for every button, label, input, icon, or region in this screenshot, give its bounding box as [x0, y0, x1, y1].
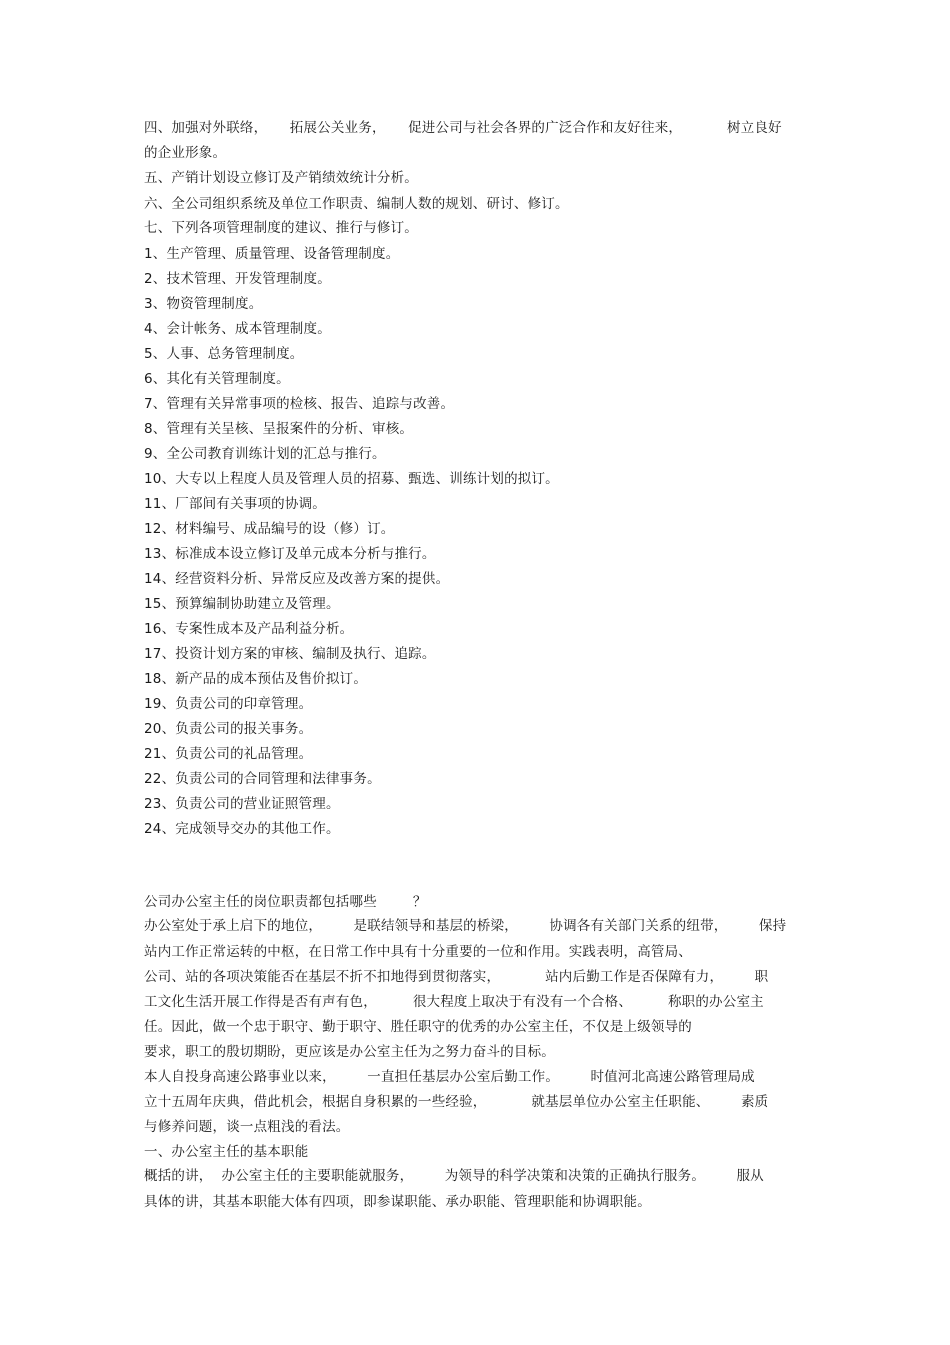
- list-item: 18、新产品的成本预估及售价拟订。: [144, 671, 368, 687]
- list-item: 8、管理有关呈核、呈报案件的分析、审核。: [144, 421, 414, 437]
- list-item: 19、负责公司的印章管理。: [144, 696, 313, 712]
- list-item: 6、其化有关管理制度。: [144, 371, 290, 387]
- list-item: 2、技术管理、开发管理制度。: [144, 271, 331, 287]
- list-item: 4、会计帐务、成本管理制度。: [144, 321, 331, 337]
- paragraph-line: 立十五周年庆典，借此机会，根据自身积累的一些经验， 就基层单位办公室主任职能、 素质: [144, 1094, 769, 1110]
- list-item: 15、预算编制协助建立及管理。: [144, 596, 340, 612]
- paragraph-line: 要求，职工的殷切期盼，更应该是办公室主任为之努力奋斗的目标。: [144, 1044, 555, 1060]
- paragraph-line: 本人自投身高速公路事业以来， 一直担任基层办公室后勤工作。 时值河北高速公路管理局成: [144, 1069, 755, 1085]
- list-item: 11、厂部间有关事项的协调。: [144, 496, 326, 512]
- section-heading: 公司办公室主任的岗位职责都包括哪些 ？: [144, 894, 427, 910]
- list-item: 9、全公司教育训练计划的汇总与推行。: [144, 446, 386, 462]
- paragraph-line: 工文化生活开展工作得是否有声有色， 很大程度上取决于有没有一个合格、 称职的办公室主: [144, 994, 764, 1010]
- list-item: 1、生产管理、质量管理、设备管理制度。: [144, 246, 400, 262]
- list-item: 14、经营资料分析、异常反应及改善方案的提供。: [144, 571, 450, 587]
- paragraph-line: 五、产销计划设立修订及产销绩效统计分析。: [144, 170, 418, 186]
- list-item: 22、负责公司的合同管理和法律事务。: [144, 771, 381, 787]
- list-item: 5、人事、总务管理制度。: [144, 346, 304, 362]
- paragraph-line: 七、下列各项管理制度的建议、推行与修订。: [144, 220, 418, 236]
- subheading: 一、办公室主任的基本职能: [144, 1144, 309, 1160]
- list-item: 21、负责公司的礼品管理。: [144, 746, 313, 762]
- paragraph-line: 具体的讲，其基本职能大体有四项，即参谋职能、承办职能、管理职能和协调职能。: [144, 1194, 651, 1210]
- list-item: 23、负责公司的营业证照管理。: [144, 796, 340, 812]
- list-item: 7、管理有关异常事项的检核、报告、追踪与改善。: [144, 396, 455, 412]
- paragraph-line: 任。因此，做一个忠于职守、勤于职守、胜任职守的优秀的办公室主任，不仅是上级领导的: [144, 1019, 692, 1035]
- list-item: 17、投资计划方案的审核、编制及执行、追踪。: [144, 646, 436, 662]
- paragraph-line: 公司、站的各项决策能否在基层不折不扣地得到贯彻落实， 站内后勤工作是否保障有力， 职: [144, 969, 769, 985]
- paragraph-line: 概括的讲， 办公室主任的主要职能就服务， 为领导的科学决策和决策的正确执行服务。 服从: [144, 1168, 764, 1184]
- paragraph-line: 的企业形象。: [144, 145, 227, 161]
- list-item: 13、标准成本设立修订及单元成本分析与推行。: [144, 546, 436, 562]
- paragraph-line: 六、全公司组织系统及单位工作职责、编制人数的规划、研讨、修订。: [144, 196, 569, 212]
- paragraph-line: 四、加强对外联络， 拓展公关业务， 促进公司与社会各界的广泛合作和友好往来， 树立良好: [144, 120, 782, 136]
- paragraph-line: 与修养问题，谈一点粗浅的看法。: [144, 1119, 350, 1135]
- list-item: 12、材料编号、成品编号的设（修）订。: [144, 521, 395, 537]
- list-item: 16、专案性成本及产品利益分析。: [144, 621, 354, 637]
- list-item: 24、完成领导交办的其他工作。: [144, 821, 340, 837]
- list-item: 10、大专以上程度人员及管理人员的招募、甄选、训练计划的拟订。: [144, 471, 559, 487]
- paragraph-line: 站内工作正常运转的中枢，在日常工作中具有十分重要的一位和作用。实践表明，高管局、: [144, 944, 692, 960]
- list-item: 3、物资管理制度。: [144, 296, 263, 312]
- paragraph-line: 办公室处于承上启下的地位， 是联结领导和基层的桥梁， 协调各有关部门关系的纽带， 保持: [144, 918, 787, 934]
- list-item: 20、负责公司的报关事务。: [144, 721, 313, 737]
